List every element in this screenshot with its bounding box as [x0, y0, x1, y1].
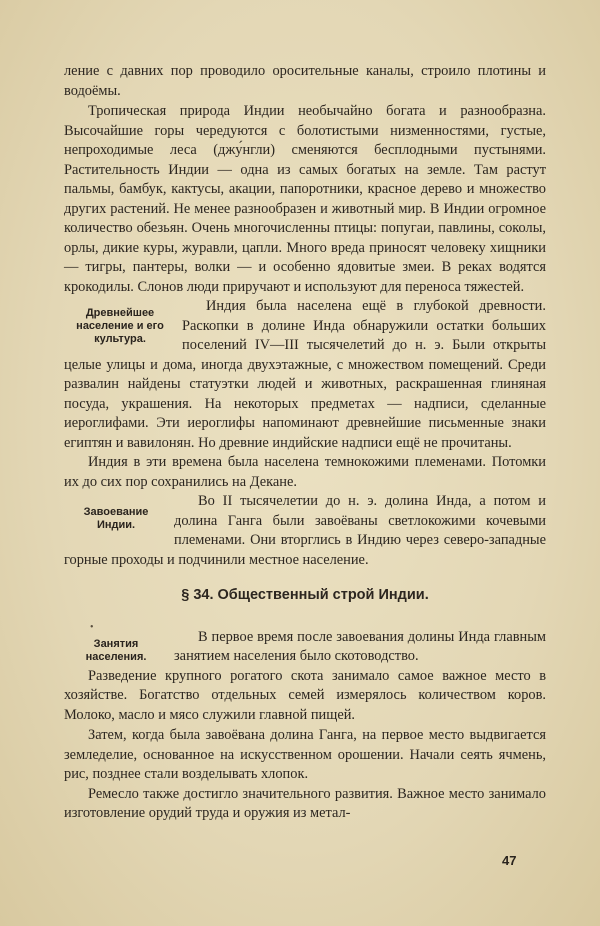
- margin-note-conquest: Завоевание Индии.: [83, 506, 149, 531]
- paragraph: ление с давних пор проводило оросительные каналы, строило плотины и водоёмы.: [64, 63, 546, 99]
- paragraph-cattle: Разведение крупного рогатого скота занимало самое важное место в хозяйстве. Богатство отдельных семей измерялось количеством коров. Молоко, масло и мясо служили главной пищей.: [64, 667, 546, 723]
- margin-note-ancient-population: Древнейшее население и его культура.: [76, 307, 164, 345]
- text-column: [64, 62, 546, 824]
- paragraph-agriculture: Затем, когда была завоёвана долина Ганга, на первое место выдвигается земледелие, основанное на искусственном орошении. Начали сеять ячмень, рис, позднее стали возделывать хлопок.: [64, 727, 546, 782]
- margin-note-occupations: Занятия населения.: [85, 637, 147, 663]
- paragraph-ancient: Индия была населена ещё в глубокой древности. Раскопки в долине Инда обнаружили остатки больших поселений IV—III тысячелетий до н. э. Были открыты целые улицы и дома, иногда двухэтажные, с множеством помещений. Среди развалин найдены статуэтки людей и животных, раскрашенная глиняная посуда, украшения. На некоторых предметах — надписи, сделанные иероглифами. Эти иероглифы напоминают древнейшие письменные знаки египтян и вавилонян. Но древние индийские надписи ещё не прочитаны.: [64, 298, 546, 451]
- page-number: 47: [502, 853, 517, 868]
- paragraph-conquest: Во II тысячелетии до н. э. долина Инда, а потом и долина Ганга были завоёваны светлокожими кочевыми племенами. Они вторглись в Индию через северо-западные горные проходы и подчинили местное население.: [64, 493, 546, 568]
- paragraph-crafts: Ремесло также достигло значительного развития. Важное место занимало изготовление орудий труда и оружия из метал-: [64, 785, 546, 821]
- paragraph-dark-skinned: Индия в эти времена была населена темнокожими племенами. Потомки их до сих пор сохранились на Декане.: [64, 454, 546, 490]
- section-heading: § 34. Общественный строй Индии.: [181, 587, 429, 603]
- paragraph-nature: Тропическая природа Индии необычайно богата и разнообразна. Высочайшие горы чередуются с болотистыми низменностями, густые, непроходимые леса (джу́нгли) сменяются бесплодными пустынями. Растительность Индии — одна из самых богатых на земле. Там растут пальмы, бамбук, кактусы, акации, папоротники, красное дерево и множество других растений. Не менее разнообразен и животный мир. В Индии огромное количество обезьян. Очень многочисленны птицы: попугаи, павлины, соколы, орлы, дикие куры, журавли, цапли. Много вреда приносят человеку хищники — тигры, пантеры, волки — и особенно ядовитые змеи. В реках водятся крокодилы. Слонов люди приручают и используют для переноса тяжестей.: [64, 103, 546, 295]
- paragraph-occupations: В первое время после завоевания долины Инда главным занятием населения было скотоводство.: [174, 628, 546, 664]
- ink-dot: •: [90, 622, 94, 633]
